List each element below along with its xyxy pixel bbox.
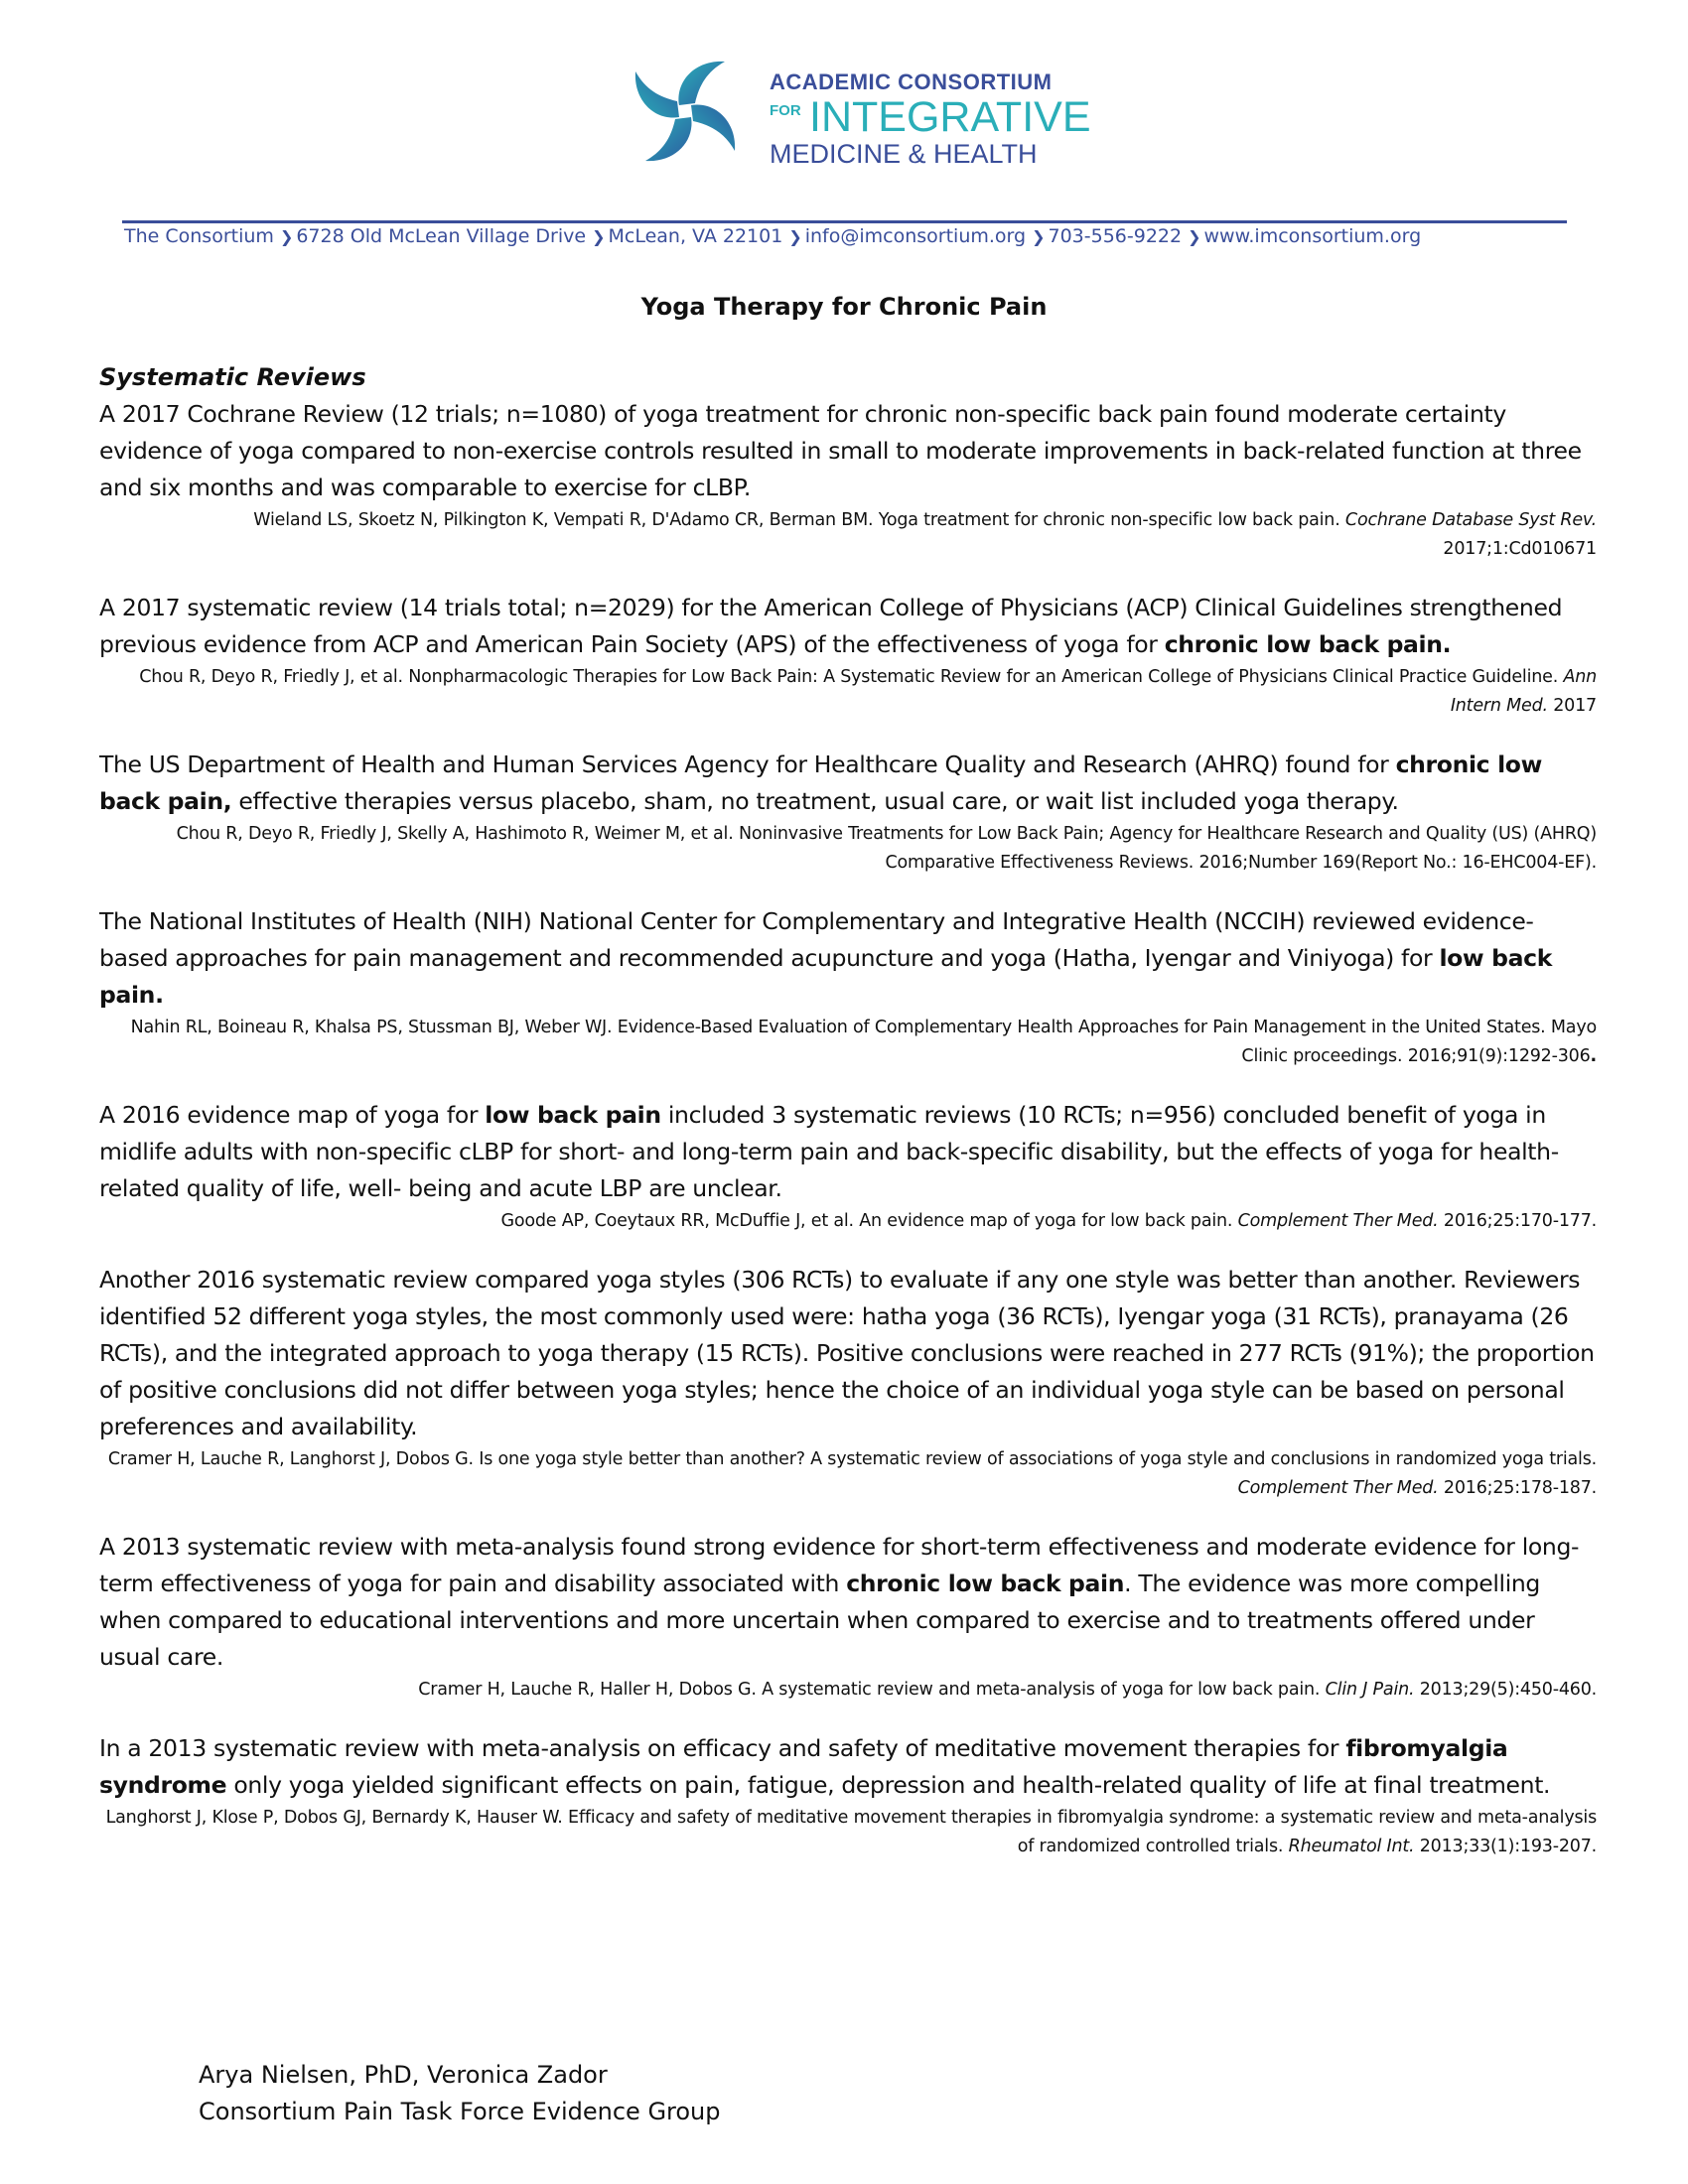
logo-integrative: INTEGRATIVE [809, 93, 1091, 141]
chevron-right-icon: ❯ [592, 227, 606, 246]
text-span: chronic low back pain [846, 1570, 1125, 1597]
entry-citation [99, 663, 1597, 721]
text-span: 2016;25:178-187. [1438, 1478, 1597, 1498]
logo-line-1: ACADEMIC CONSORTIUM [770, 69, 1053, 94]
chevron-right-icon: ❯ [1188, 227, 1201, 246]
entry-text [99, 1730, 1597, 1804]
entry-citation [99, 1445, 1597, 1503]
text-span: Rheumatol Int. [1288, 1837, 1415, 1856]
review-entry [99, 1097, 1597, 1236]
text-span: only yoga yielded significant effects on pain, fatigue, depression and health-related quality of life at final treatment. [226, 1771, 1551, 1799]
text-span: Complement Ther Med. [1237, 1211, 1439, 1231]
text-span: Goode AP, Coeytaux RR, McDuffie J, et al. An evidence map of yoga for low back pain. [500, 1211, 1238, 1231]
logo-line-2 [770, 95, 1107, 139]
header-divider [122, 220, 1567, 223]
text-span: Cochrane Database Syst Rev. [1344, 510, 1597, 530]
text-span: Chou R, Deyo R, Friedly J, et al. Nonpharmacologic Therapies for Low Back Pain: A Systematic Review for an American College of Physicians Clinical Practice Guideline. [139, 667, 1564, 687]
letterhead [0, 52, 1688, 171]
section-heading: Systematic Reviews [99, 363, 366, 391]
text-span: A 2016 evidence map of yoga for [99, 1101, 486, 1129]
contact-email-link[interactable]: info@imconsortium.org [804, 225, 1027, 247]
review-entry [99, 1730, 1597, 1861]
contact-phone: 703-556-9222 [1048, 225, 1183, 247]
text-span: 2013;29(5):450-460. [1414, 1680, 1597, 1700]
text-span: . The evidence was more compelling when compared to educational interventions and more uncertain when compared to exercise and to treatments offered under usual care. [99, 1570, 1540, 1671]
text-span: Another 2016 systematic review compared yoga styles (306 RCTs) to evaluate if any one style was better than another. Reviewers identified 52 different yoga styles, the most commonly used were: hatha yoga (36 RCTs), Iyengar yoga (31 RCTs), pranayama (26 RCTs), and the integrated approach to yoga therapy (15 RCTs). Positive conclusions were reached in 277 RCTs (91%); the proportion of positive conclusions did not differ between yoga styles; hence the choice of an individual yoga style can be based on personal preferences and availability. [99, 1266, 1595, 1440]
text-span: Complement Ther Med. [1237, 1478, 1439, 1498]
entry-text [99, 590, 1597, 663]
review-entry [99, 1262, 1597, 1503]
page-title: Yoga Therapy for Chronic Pain [640, 293, 1048, 321]
review-entry [99, 396, 1597, 564]
text-span: chronic low back pain. [1164, 630, 1452, 658]
text-span: A 2017 systematic review (14 trials total; n=2029) for the American College of Physicians (ACP) Clinical Guidelines strengthened previous evidence from ACP and American Pain Society (APS) of the effectiveness of yoga for [99, 594, 1563, 658]
text-span: 2016;25:170-177. [1438, 1211, 1597, 1231]
text-span: low back pain [485, 1101, 661, 1129]
text-span: effective therapies versus placebo, sham, no treatment, usual care, or wait list included yoga therapy. [231, 787, 1399, 815]
text-span: chronic low back pain, [99, 751, 1542, 815]
text-span: Nahin RL, Boineau R, Khalsa PS, Stussman BJ, Weber WJ. Evidence-Based Evaluation of Complementary Health Approaches for Pain Management in the United States. Mayo Clinic proceedings. 2016;91(9):1292-306 [130, 1018, 1597, 1066]
text-span: Cramer H, Lauche R, Haller H, Dobos G. A systematic review and meta-analysis of yoga for low back pain. [418, 1680, 1326, 1700]
entry-text [99, 396, 1597, 506]
review-entry [99, 590, 1597, 721]
author-block [199, 2057, 721, 2130]
text-span: 2017;1:Cd010671 [1443, 539, 1597, 559]
review-entry [99, 747, 1597, 878]
text-span: fibromyalgia syndrome [99, 1734, 1508, 1799]
entry-text [99, 903, 1597, 1014]
consortium-pinwheel-icon [611, 52, 760, 171]
entry-text [99, 1262, 1597, 1445]
entry-citation [99, 1676, 1597, 1705]
contact-org: The Consortium [124, 225, 274, 247]
entry-text [99, 1529, 1597, 1676]
text-span: A 2013 systematic review with meta-analysis found strong evidence for short-term effectiveness and moderate evidence for long-term effectiveness of yoga for pain and disability associated with [99, 1533, 1580, 1597]
text-span: Wieland LS, Skoetz N, Pilkington K, Vempati R, D'Adamo CR, Berman BM. Yoga treatment for chronic non-specific low back pain. [253, 510, 1345, 530]
consortium-logo-text [770, 69, 1107, 169]
text-span: 2013;33(1):193-207. [1414, 1837, 1597, 1856]
contact-city: McLean, VA 22101 [608, 225, 783, 247]
text-span: The US Department of Health and Human Services Agency for Healthcare Quality and Research (AHRQ) found for [99, 751, 1396, 778]
text-span: included 3 systematic reviews (10 RCTs; n=956) concluded benefit of yoga in midlife adults with non-specific cLBP for short- and long-term pain and back-specific disability, but the effects of yoga for health-related quality of life, well- being and acute LBP are unclear. [99, 1101, 1559, 1202]
entry-citation [99, 1014, 1597, 1071]
text-span: A 2017 Cochrane Review (12 trials; n=1080) of yoga treatment for chronic non-specific back pain found moderate certainty evidence of yoga compared to non-exercise controls resulted in small to moderate improvements in back-related function at three and six months and was comparable to exercise for cLBP. [99, 400, 1582, 501]
entry-text [99, 747, 1597, 820]
text-span: Chou R, Deyo R, Friedly J, Skelly A, Hashimoto R, Weimer M, et al. Noninvasive Treatments for Low Back Pain; Agency for Healthcare Research and Quality (US) (AHRQ) Comparative Effectiveness Reviews. 2016;Number 169(Report No.: 16-EHC004-EF). [176, 824, 1597, 873]
text-span: Langhorst J, Klose P, Dobos GJ, Bernardy K, Hauser W. Efficacy and safety of meditative movement therapies in fibromyalgia syndrome: a systematic review and meta-analysis of randomized controlled trials. [105, 1808, 1597, 1856]
chevron-right-icon: ❯ [279, 227, 294, 246]
contact-website-link[interactable]: www.imconsortium.org [1203, 225, 1422, 247]
text-span: Cramer H, Lauche R, Langhorst J, Dobos G. Is one yoga style better than another? A systematic review of associations of yoga style and conclusions in randomized yoga trials. [107, 1449, 1597, 1469]
entry-citation [99, 1804, 1597, 1861]
entry-text [99, 1097, 1597, 1207]
author-group: Consortium Pain Task Force Evidence Group [199, 2098, 721, 2125]
entry-citation [99, 820, 1597, 878]
text-span: low back pain. [99, 944, 1552, 1009]
text-span: . [1590, 1046, 1597, 1066]
entry-citation [99, 1207, 1597, 1236]
text-span: Clin J Pain. [1325, 1680, 1415, 1700]
text-span: The National Institutes of Health (NIH) National Center for Complementary and Integrative Health (NCCIH) reviewed evidence-based approaches for pain management and recommended acupuncture and yoga (Hatha, Iyengar and Viniyoga) for [99, 907, 1534, 972]
text-span: 2017 [1547, 696, 1597, 716]
chevron-right-icon: ❯ [788, 227, 802, 246]
text-span: In a 2013 systematic review with meta-analysis on efficacy and safety of meditative movement therapies for [99, 1734, 1346, 1762]
logo-for: FOR [770, 102, 801, 119]
contact-address: 6728 Old McLean Village Drive [296, 225, 587, 247]
chevron-right-icon: ❯ [1032, 227, 1046, 246]
review-entry [99, 903, 1597, 1071]
author-names: Arya Nielsen, PhD, Veronica Zador [199, 2061, 608, 2089]
logo-line-3: MEDICINE & HEALTH [770, 139, 1038, 169]
entry-citation [99, 506, 1597, 564]
text-span: Ann Intern Med. [1450, 667, 1597, 716]
review-entry [99, 1529, 1597, 1705]
contact-bar [124, 225, 1574, 247]
document-body [99, 359, 1597, 1887]
